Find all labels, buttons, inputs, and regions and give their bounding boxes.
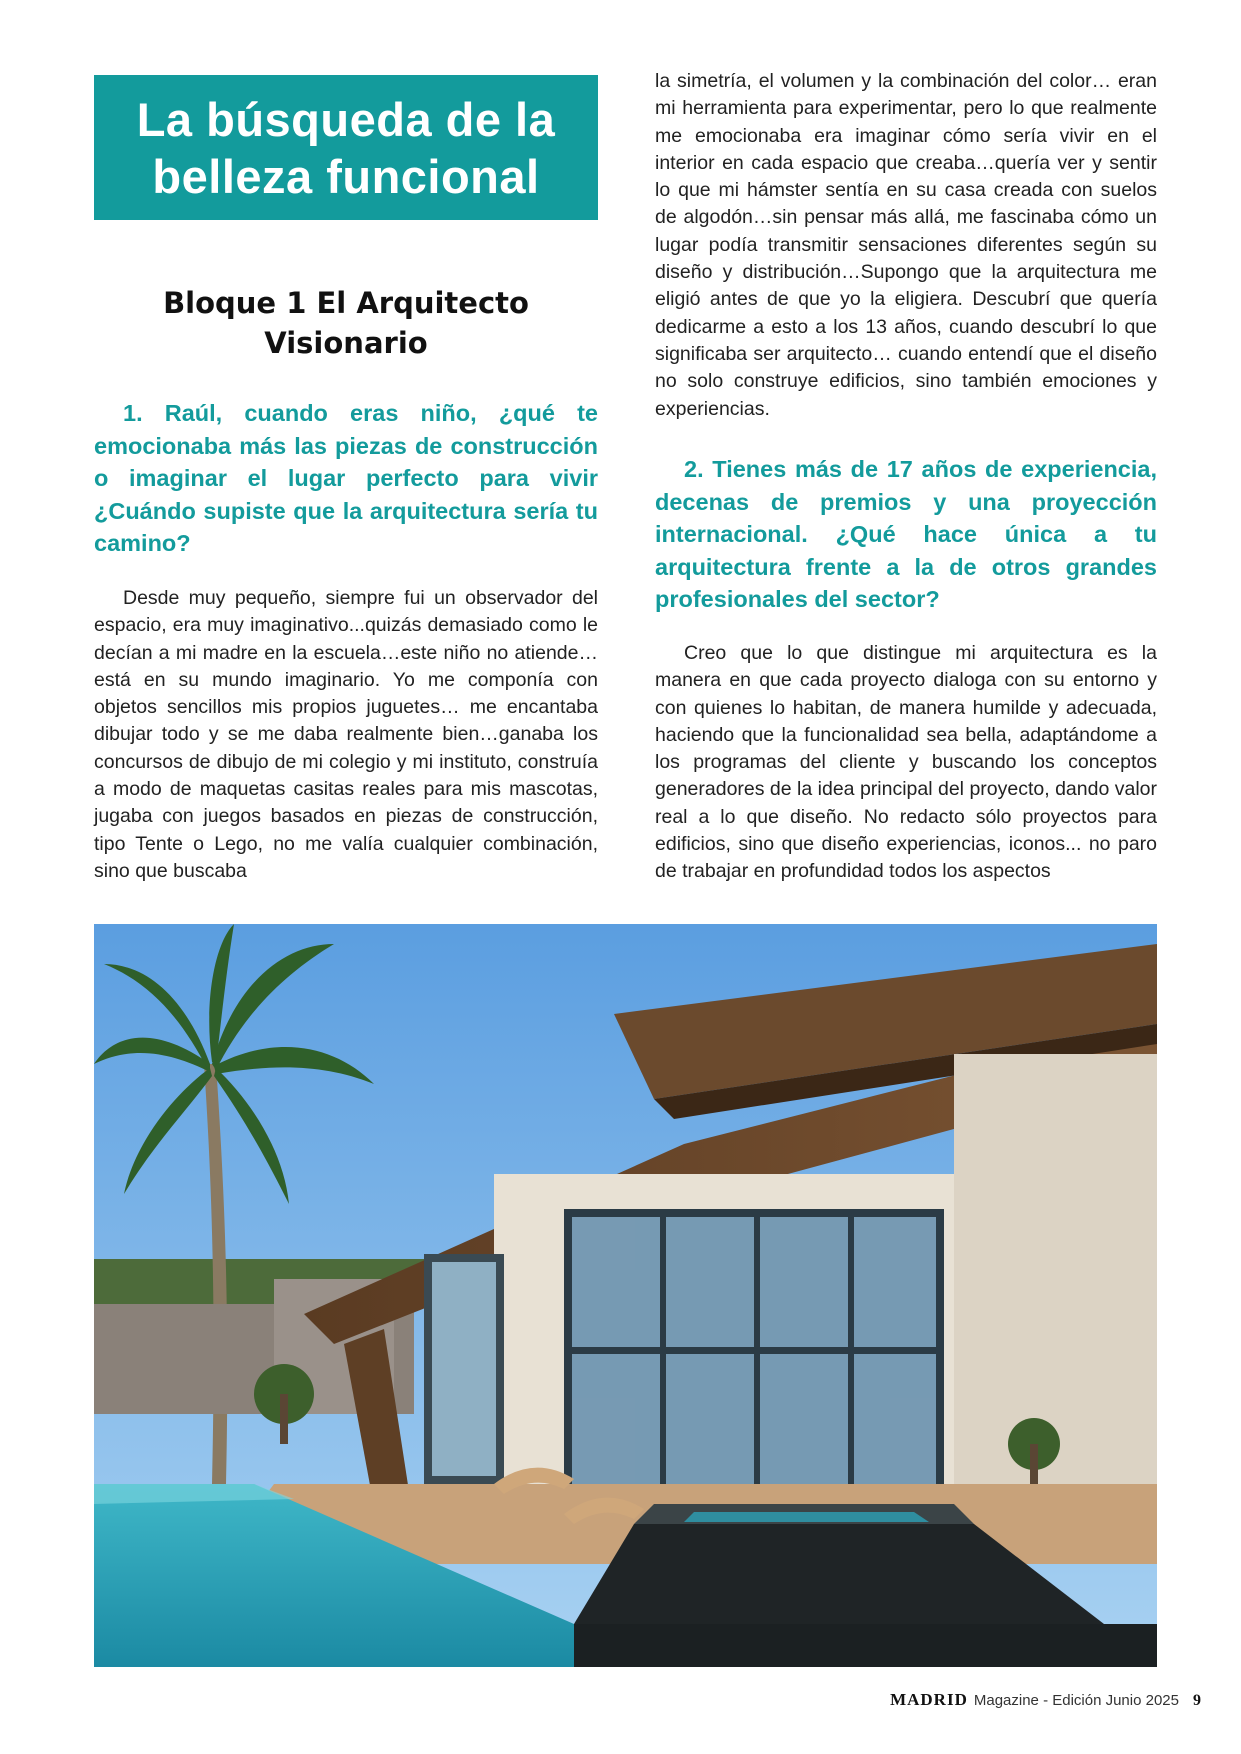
house-photo	[94, 924, 1157, 1667]
question-1: 1. Raúl, cuando eras niño, ¿qué te emocionaba más las piezas de construcción o imaginar el lugar perfecto para vivir ¿Cuándo supiste que la arquitectura sería tu camino?	[94, 400, 598, 556]
answer-1-part-2: la simetría, el volumen y la combinación del color… eran mi herramienta para experimentar, pero lo que realmente me emocionaba era imaginar cómo sería vivir en el interior en cada espacio que creaba…quería ver y sentir lo que mi hámster sentía en su casa creada con suelos de algodón…sin pensar más allá, me fascinaba cómo un lugar podía transmitir sensaciones diferentes según su diseño y distribución…Supongo que la arquitectura me eligió antes de que yo la eligiera. Descubrí que quería dedicarme a esto a los 13 años, cuando descubrí lo que significaba ser arquitecto… cuando entendí que el diseño no solo construye edificios, sino también emociones y experiencias.	[655, 70, 1157, 420]
question-2: 2. Tienes más de 17 años de experiencia, decenas de premios y una proyección internacional. ¿Qué hace única a tu arquitectura frente a la de otros grandes profesionales del sector?	[655, 456, 1157, 612]
page-footer	[890, 1690, 1201, 1710]
modern-house-pool-illustration	[94, 924, 1157, 1667]
answer-1-part-1: Desde muy pequeño, siempre fui un observador del espacio, era muy imaginativo...quizás demasiado como le decían a mi madre en la escuela…este niño no atiende…está en su mundo imaginario. Yo me componía con objetos sencillos mis propios juguetes… me encantaba dibujar todo y se me daba realmente bien…ganaba los concursos de dibujo de mi colegio y mi instituto, construía a modo de maquetas casitas reales para mis mascotas, jugaba con juegos basados en piezas de construcción, tipo Tente o Lego, no me valía cualquier combinación, sino que buscaba	[94, 587, 598, 882]
page-number: 9	[1193, 1692, 1201, 1709]
title-banner	[94, 75, 598, 220]
article-title: La búsqueda de la belleza funcional	[136, 92, 556, 203]
magazine-brand: MADRID	[890, 1690, 968, 1709]
edition-label: Magazine - Edición Junio 2025	[973, 1692, 1179, 1709]
block-heading: Bloque 1 El Arquitecto Visionario	[163, 286, 529, 360]
answer-2: Creo que lo que distingue mi arquitectura es la manera en que cada proyecto dialoga con su entorno y con quienes lo habitan, de manera humilde y adecuada, haciendo que la funcionalidad sea bella, adaptándome a los programas del cliente y buscando los conceptos generadores de la idea principal del proyecto, dando valor real a lo que diseño. No redacto sólo proyectos para edificios, sino que diseño experiencias, iconos... no paro de trabajar en profundidad todos los aspectos	[655, 642, 1157, 883]
